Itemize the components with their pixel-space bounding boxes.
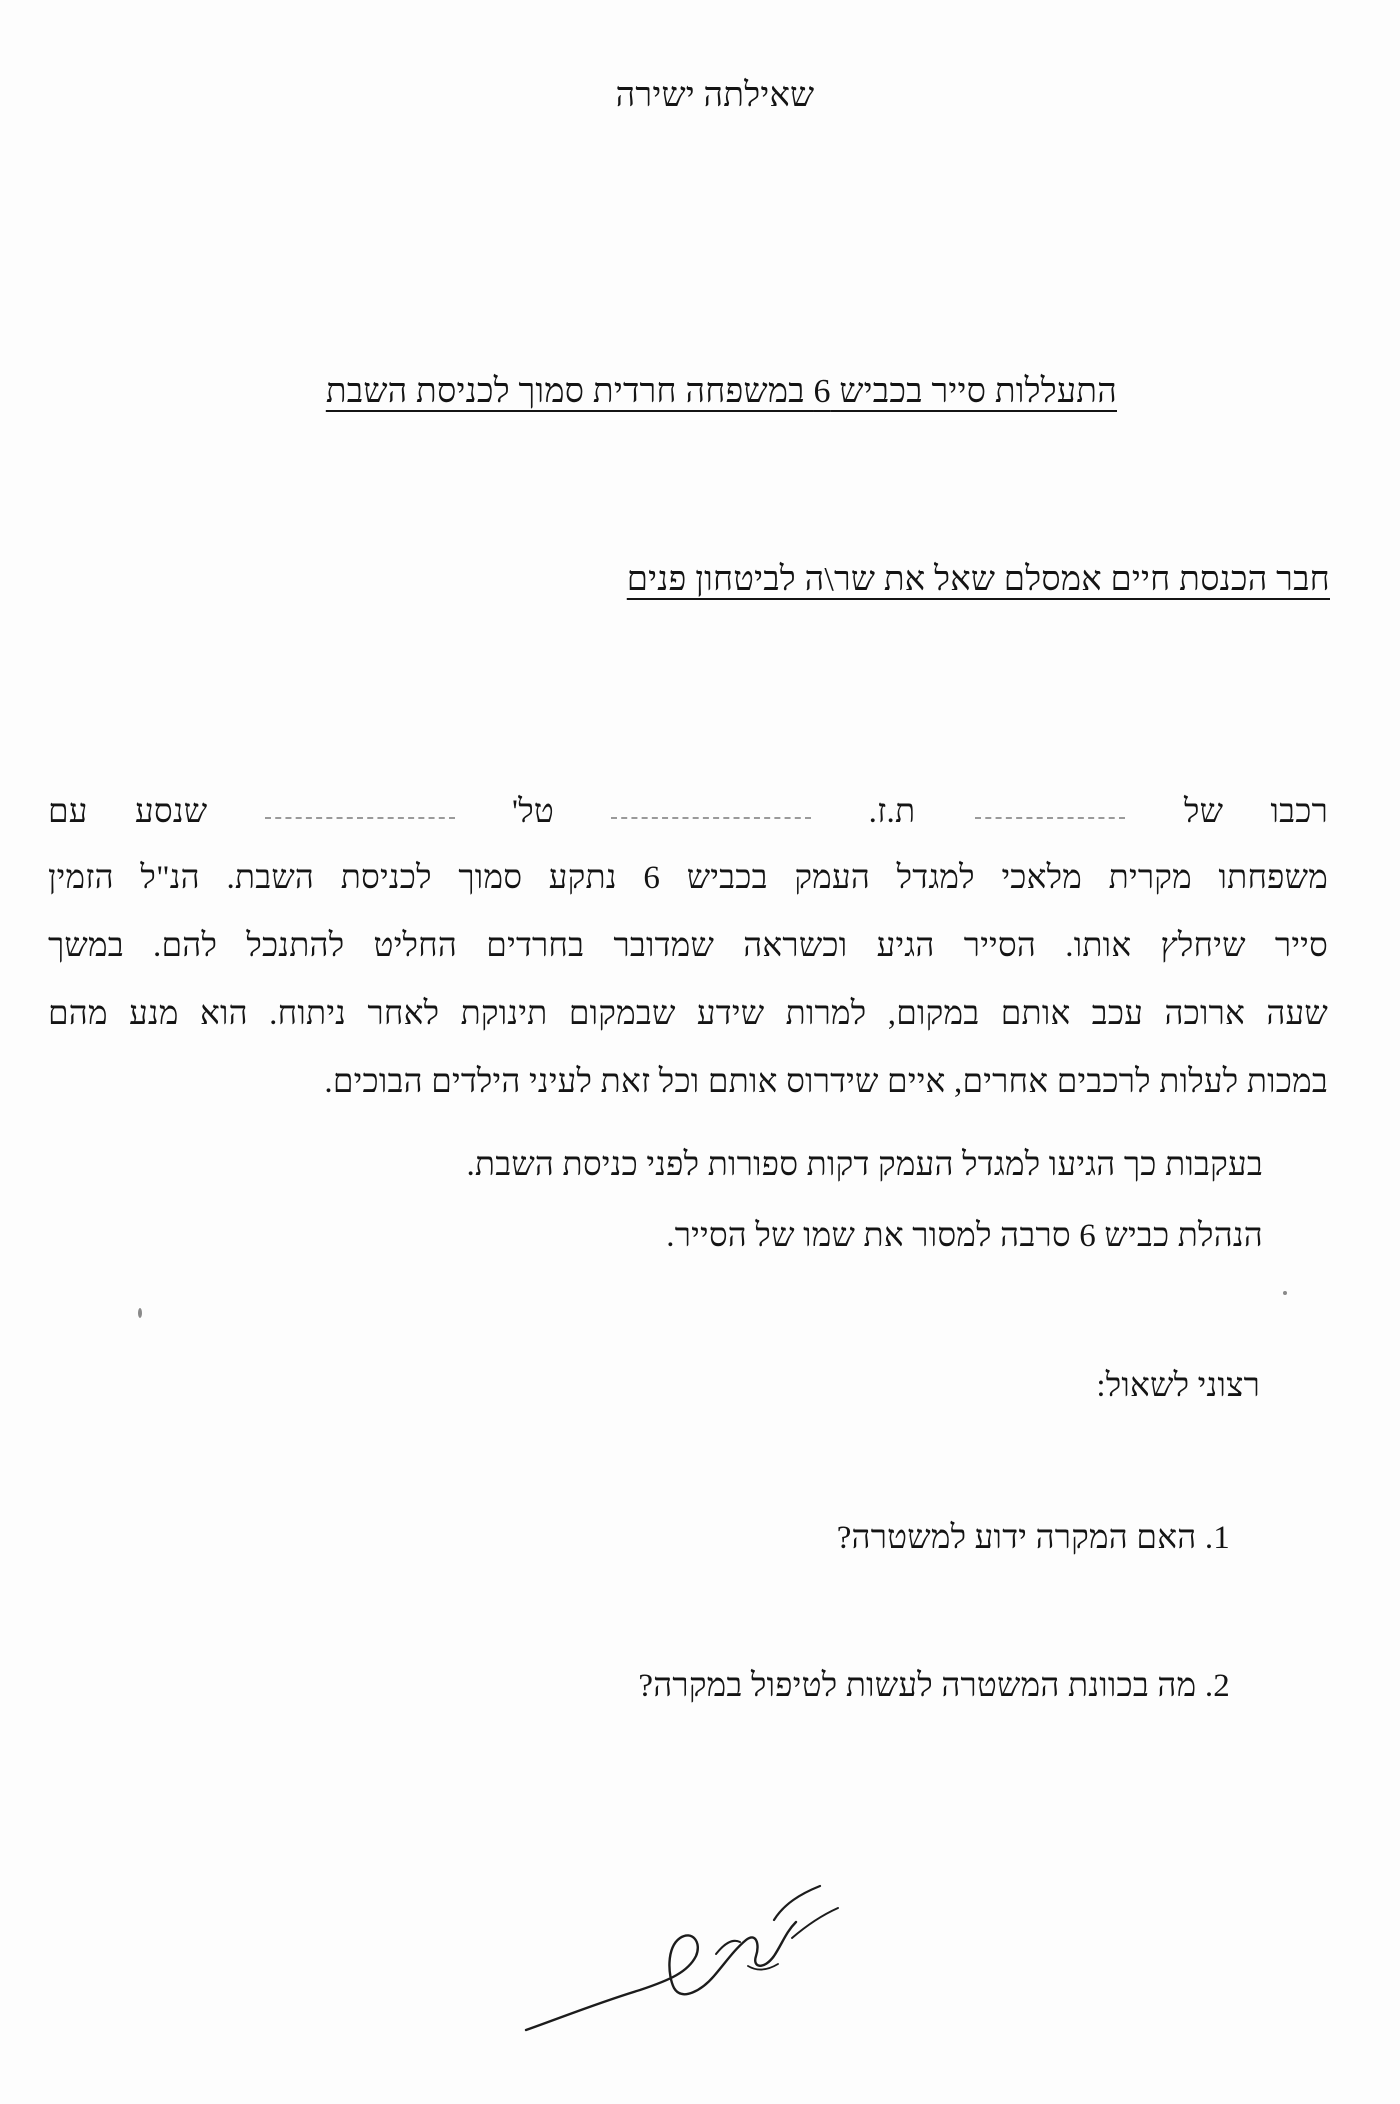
body-line-2: משפחתו מקרית מלאכי למגדל העמק בכביש 6 נתקע סמוך לכניסת השבת. הנ"ל הזמין [48,860,1328,896]
handwritten-signature [520,1880,850,2040]
body-line-7: הנהלת כביש 6 סרבה למסור את שמו של הסייר. [666,1218,1263,1254]
body-line-4: שעה ארוכה עכב אותם במקום, למרות שידע שבמקום תינוקת לאחר ניתוח. הוא מנע מהם [48,996,1328,1032]
redacted-name [975,809,1125,819]
body-line-6: בעקבות כך הגיעו למגדל העמק דקות ספורות לפני כניסת השבת. [466,1147,1263,1183]
question-2 [230,1666,1230,1706]
body-text: טל' [512,794,554,830]
paper-speck [138,1308,142,1318]
body-line-3: סייר שיחלץ אותו. הסייר הגיע וכשראה שמדובר בחרדים החליט להתנכל להם. במשך [48,928,1328,964]
body-line-5: במכות לעלות לרכבים אחרים, איים שידרוס אותם וכל זאת לעיני הילדים הבוכים. [324,1064,1328,1100]
addressee-heading: חבר הכנסת חיים אמסלם שאל את שר\ה לביטחון פנים [626,561,1330,598]
body-line-1 [48,792,1328,832]
question-text: מה בכוונת המשטרה לעשות לטיפול במקרה? [638,1668,1197,1704]
question-text: האם המקרה ידוע למשטרה? [836,1520,1197,1556]
redacted-id-number [611,809,811,819]
request-label: רצוני לשאול: [1096,1368,1260,1404]
subject-heading: התעללות סייר בכביש 6 במשפחה חרדית סמוך לכניסת השבת [325,373,1117,410]
question-number: 1. [1204,1520,1230,1556]
body-text: רכבו של [1183,794,1329,830]
question-number: 2. [1204,1668,1230,1704]
body-text: ת.ז. [868,794,916,830]
question-1 [230,1518,1230,1558]
document-type-heading: שאילתה ישירה [615,77,815,114]
paper-speck [1283,1291,1287,1295]
redacted-phone-number [265,809,455,819]
body-text: שנסע עם [48,794,208,830]
